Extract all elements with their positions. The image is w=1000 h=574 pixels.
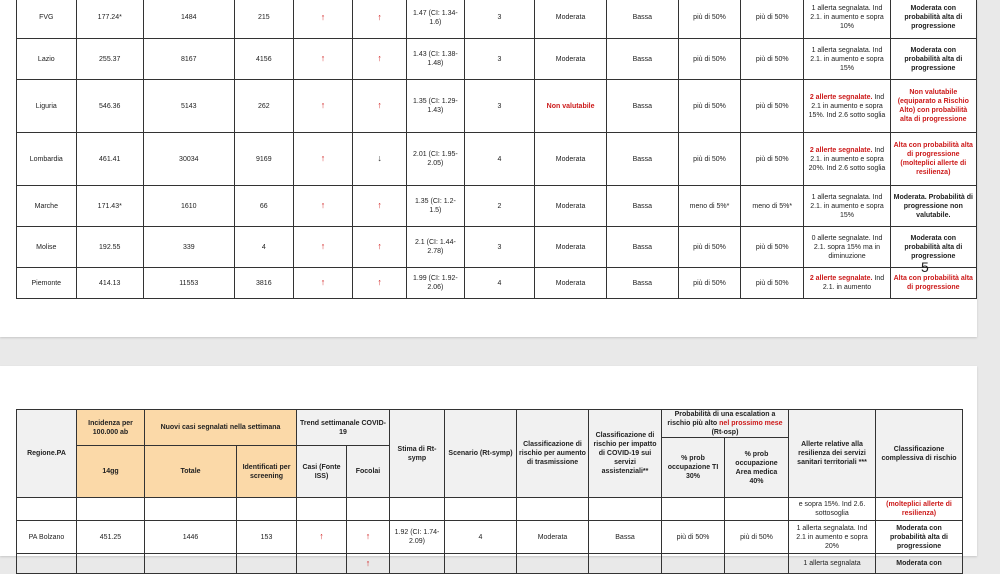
rt-cell: 2.01 (CI: 1.95-2.05): [407, 133, 464, 186]
area-probability-cell: più di 50%: [741, 268, 804, 299]
region-cell: FVG: [17, 0, 77, 39]
ti-probability-cell: più di 50%: [678, 227, 740, 268]
area-probability-cell: più di 50%: [741, 0, 804, 39]
arrow-up-icon: ↑: [320, 153, 326, 163]
trend-foci-cell: [353, 133, 407, 186]
scenario-cell: 3: [464, 39, 535, 80]
alert-detail: Ind 2.1 in aumento e sopra 15%. Ind 2.6 sotto soglia: [808, 93, 886, 119]
header-region: Regione.PA: [17, 410, 77, 498]
screening-cell: 262: [234, 80, 293, 133]
header-total: Totale: [145, 446, 237, 498]
rt-cell: 1.99 (CI: 1.92-2.06): [407, 268, 464, 299]
impact-risk-cell: Bassa: [606, 39, 678, 80]
page-number: 5: [921, 259, 929, 275]
alert-detail: Ind 2.1. in aumento e sopra 20%. Ind 2.6 sotto soglia: [808, 146, 886, 172]
transmission-risk-cell: Moderata: [535, 0, 606, 39]
alert-cell: 1 allerta segnalata: [789, 554, 876, 574]
region-cell: Marche: [17, 186, 77, 227]
impact-risk-cell: Bassa: [606, 268, 678, 299]
area-probability-cell: meno di 5%*: [741, 186, 804, 227]
impact-risk-cell: Bassa: [606, 186, 678, 227]
ti-probability-cell: più di 50%: [662, 521, 725, 554]
region-cell: PA Bolzano: [17, 521, 77, 554]
overall-risk-cell: Alta con probabilità alta di progressione: [890, 268, 976, 299]
rt-cell: [390, 554, 445, 574]
incidence-cell: 451.25: [77, 521, 145, 554]
ti-probability-cell: più di 50%: [678, 268, 740, 299]
table-row: [17, 133, 977, 186]
screening-cell: 66: [234, 186, 293, 227]
scenario-cell: 4: [464, 268, 535, 299]
alert-cell: [804, 80, 890, 133]
empty-cell: [725, 498, 789, 521]
trend-cases-cell: [293, 80, 352, 133]
table-row: [17, 268, 977, 299]
scenario-cell: 4: [464, 133, 535, 186]
total-cases-cell: 8167: [143, 39, 234, 80]
area-probability-cell: più di 50%: [741, 227, 804, 268]
trend-cases-cell: [293, 186, 352, 227]
arrow-up-icon: ↑: [377, 100, 382, 110]
scenario-cell: [445, 554, 517, 574]
arrow-up-icon: ↑: [365, 531, 371, 541]
trend-cases-cell: [297, 521, 347, 554]
area-probability-cell: più di 50%: [741, 133, 804, 186]
overall-risk-cell: Moderata con: [876, 554, 963, 574]
trend-cases-cell: [297, 554, 347, 574]
table-row: [17, 39, 977, 80]
incidence-cell: 171.43*: [76, 186, 143, 227]
trend-foci-cell: [353, 80, 407, 133]
ti-probability-cell: più di 50%: [678, 133, 740, 186]
screening-cell: 4: [234, 227, 293, 268]
total-cases-cell: 1610: [143, 186, 234, 227]
rt-cell: 1.35 (CI: 1.2-1.5): [407, 186, 464, 227]
arrow-up-icon: ↑: [320, 11, 326, 22]
transmission-risk-cell: Moderata: [535, 268, 606, 299]
arrow-down-icon: ↓: [377, 153, 382, 163]
table-row: [17, 554, 963, 574]
transmission-risk-cell: Moderata: [517, 521, 589, 554]
impact-risk-cell: [589, 554, 662, 574]
screening-cell: 3816: [234, 268, 293, 299]
overall-risk-cell: Alta con probabilità alta di progressione (molteplici allerte di resilienza): [890, 133, 976, 186]
screening-cell: [237, 554, 297, 574]
overall-risk-cell: Moderata. Probabilità di progressione non valutabile.: [890, 186, 976, 227]
trend-foci-cell: [347, 521, 390, 554]
overall-risk-cell: Moderata con probabilità alta di progressione: [890, 39, 976, 80]
area-probability-cell: [725, 554, 789, 574]
empty-cell: [297, 498, 347, 521]
ti-probability-cell: [662, 554, 725, 574]
region-cell: [17, 554, 77, 574]
transmission-risk-cell: Moderata: [535, 39, 606, 80]
trend-foci-cell: [347, 554, 390, 574]
rt-cell: 1.43 (CI: 1.38-1.48): [407, 39, 464, 80]
header-ti-label: % prob occupazione TI: [667, 455, 719, 471]
alert-count: 2 allerte segnalate.: [809, 93, 875, 101]
empty-cell: [17, 498, 77, 521]
impact-risk-cell: Bassa: [606, 227, 678, 268]
header-resilience-alerts: Allerte relative alla resilienza dei servizi sanitari territoriali ***: [789, 410, 876, 498]
alert-detail: 0 allerte segnalate. Ind 2.1. sopra 15% ma in diminuzione: [811, 234, 883, 260]
header-rt: Stima di Rt- symp: [390, 410, 445, 498]
header-scenario: Scenario (Rt-symp): [445, 410, 517, 498]
header-screening: Identificati per screening: [237, 446, 297, 498]
header-trend-foci: Focolai: [347, 446, 390, 498]
total-cases-cell: 339: [143, 227, 234, 268]
table-row: [17, 0, 977, 39]
alert-cell: [804, 39, 890, 80]
arrow-up-icon: ↑: [320, 200, 326, 210]
trend-foci-cell: [353, 227, 407, 268]
area-probability-cell: più di 50%: [741, 80, 804, 133]
header-prob-month: nel prossimo mese: [719, 420, 783, 427]
header-area: [725, 438, 789, 498]
alert-detail: 1 allerta segnalata. Ind 2.1. in aumento e sopra 15%: [810, 46, 884, 72]
screening-cell: 153: [237, 521, 297, 554]
transmission-risk-cell: Moderata: [535, 186, 606, 227]
alert-count: 2 allerte segnalate.: [809, 146, 875, 154]
screening-cell: 4156: [234, 39, 293, 80]
empty-cell: [390, 498, 445, 521]
screening-cell: 215: [234, 0, 293, 39]
alert-cell: [804, 0, 890, 39]
arrow-up-icon: ↑: [320, 53, 326, 63]
alert-cell: [804, 133, 890, 186]
impact-risk-cell: Bassa: [606, 0, 678, 39]
trend-cases-cell: [293, 0, 352, 39]
transmission-risk-cell: [517, 554, 589, 574]
overall-risk-cell: (molteplici allerte di resilienza): [876, 498, 963, 521]
arrow-up-icon: ↑: [377, 53, 382, 63]
alert-detail: 1 allerta segnalata. Ind 2.1. in aumento e sopra 15%: [810, 193, 884, 219]
area-probability-cell: più di 50%: [725, 521, 789, 554]
impact-risk-cell: Bassa: [589, 521, 662, 554]
scenario-cell: 3: [464, 227, 535, 268]
trend-foci-cell: [353, 0, 407, 39]
overall-risk-cell: Moderata con probabilità alta di progressione: [890, 0, 976, 39]
scenario-cell: 2: [464, 186, 535, 227]
alert-cell: 1 allerta segnalata. Ind 2.1 in aumento e sopra 20%: [789, 521, 876, 554]
trend-cases-cell: [293, 39, 352, 80]
header-impact-risk: Classificazione di rischio per impatto di COVID-19 sui servizi assistenziali**: [589, 410, 662, 498]
ti-probability-cell: più di 50%: [678, 0, 740, 39]
incidence-cell: 414.13: [76, 268, 143, 299]
area-probability-cell: più di 50%: [741, 39, 804, 80]
incidence-cell: 546.36: [76, 80, 143, 133]
header-area-label: % prob occupazione Area medica: [735, 450, 778, 476]
arrow-up-icon: ↑: [320, 100, 326, 110]
header-ti: [662, 438, 725, 498]
empty-cell: [237, 498, 297, 521]
empty-cell: [347, 498, 390, 521]
ti-probability-cell: più di 50%: [678, 39, 740, 80]
region-cell: Lazio: [17, 39, 77, 80]
impact-risk-cell: Bassa: [606, 133, 678, 186]
empty-cell: [517, 498, 589, 521]
region-cell: Molise: [17, 227, 77, 268]
screening-cell: 9169: [234, 133, 293, 186]
empty-cell: [145, 498, 237, 521]
header-trend-cases: Casi (Fonte ISS): [297, 446, 347, 498]
alert-detail: 1 allerta segnalata. Ind 2.1. in aumento e sopra 10%: [810, 5, 884, 30]
overall-risk-cell: Non valutabile (equiparato a Rischio Alto) con probabilità alta di progressione: [890, 80, 976, 133]
rt-cell: 1.92 (CI: 1.74-2.09): [390, 521, 445, 554]
table-row: [17, 80, 977, 133]
region-cell: Lombardia: [17, 133, 77, 186]
arrow-up-icon: ↑: [377, 200, 382, 210]
trend-foci-cell: [353, 186, 407, 227]
alert-cell: [804, 227, 890, 268]
arrow-up-icon: ↑: [320, 241, 326, 251]
trend-foci-cell: [353, 39, 407, 80]
alert-detail: Ind 2.1. in aumento: [822, 275, 885, 291]
trend-cases-cell: [293, 133, 352, 186]
alert-count: 2 allerte segnalate.: [809, 275, 875, 282]
header-incidence: Incidenza per 100.000 ab: [77, 410, 145, 446]
total-cases-cell: 1484: [143, 0, 234, 39]
region-cell: Liguria: [17, 80, 77, 133]
trend-foci-cell: [353, 268, 407, 299]
empty-cell: [445, 498, 517, 521]
table-row: [17, 186, 977, 227]
header-new-cases: Nuovi casi segnalati nella settimana: [145, 410, 297, 446]
total-cases-cell: 1446: [145, 521, 237, 554]
transmission-risk-cell: Moderata: [535, 227, 606, 268]
arrow-up-icon: ↑: [319, 531, 324, 541]
header-incidence-period: 14gg: [77, 446, 145, 498]
rt-cell: 1.47 (CI: 1.34-1.6): [407, 0, 464, 39]
total-cases-cell: 30034: [143, 133, 234, 186]
alert-cell: [804, 186, 890, 227]
risk-table-page5: [16, 0, 977, 299]
header-transmission-risk: Classificazione di rischio per aumento di trasmissione: [517, 410, 589, 498]
header-trend: Trend settimanale COVID-19: [297, 410, 390, 446]
table-row: [17, 227, 977, 268]
total-cases-cell: [145, 554, 237, 574]
document-page-6: [0, 366, 977, 568]
incidence-cell: 177.24*: [76, 0, 143, 39]
table-row: [17, 498, 963, 521]
ti-probability-cell: meno di 5%*: [678, 186, 740, 227]
risk-table-page6: [16, 409, 963, 574]
rt-cell: 1.35 (CI: 1.29-1.43): [407, 80, 464, 133]
ti-probability-cell: più di 50%: [678, 80, 740, 133]
header-prob-text: Probabilità di una escalation a rischio più alto: [667, 411, 776, 427]
header-ti-threshold: 30%: [685, 473, 700, 480]
header-prob-rt: (Rt-osp): [711, 429, 739, 436]
alert-cell: [804, 268, 890, 299]
overall-risk-cell: Moderata con probabilità alta di progressione: [876, 521, 963, 554]
arrow-up-icon: ↑: [320, 277, 326, 287]
incidence-cell: 255.37: [76, 39, 143, 80]
table-row: [17, 521, 963, 554]
arrow-up-icon: ↑: [377, 241, 382, 251]
overall-risk-cell: Moderata con probabilità alta di progressione: [890, 227, 976, 268]
header-escalation-probability: [662, 410, 789, 438]
incidence-cell: 192.55: [76, 227, 143, 268]
incidence-cell: [77, 554, 145, 574]
trend-cases-cell: [293, 268, 352, 299]
empty-cell: [77, 498, 145, 521]
empty-cell: [589, 498, 662, 521]
total-cases-cell: 5143: [143, 80, 234, 133]
trend-cases-cell: [293, 227, 352, 268]
impact-risk-cell: Bassa: [606, 80, 678, 133]
arrow-up-icon: ↑: [377, 277, 382, 287]
region-cell: Piemonte: [17, 268, 77, 299]
incidence-cell: 461.41: [76, 133, 143, 186]
rt-cell: 2.1 (CI: 1.44-2.78): [407, 227, 464, 268]
empty-cell: [662, 498, 725, 521]
scenario-cell: 4: [445, 521, 517, 554]
transmission-risk-cell: Non valutabile: [535, 80, 606, 133]
alert-cell: e sopra 15%. Ind 2.6. sottosoglia: [789, 498, 876, 521]
header-overall-risk: Classificazione complessiva di rischio: [876, 410, 963, 498]
total-cases-cell: 11553: [143, 268, 234, 299]
arrow-up-icon: ↑: [377, 11, 382, 22]
arrow-up-icon: ↑: [365, 557, 371, 568]
scenario-cell: 3: [464, 80, 535, 133]
transmission-risk-cell: Moderata: [535, 133, 606, 186]
scenario-cell: 3: [464, 0, 535, 39]
header-area-threshold: 40%: [749, 477, 764, 485]
